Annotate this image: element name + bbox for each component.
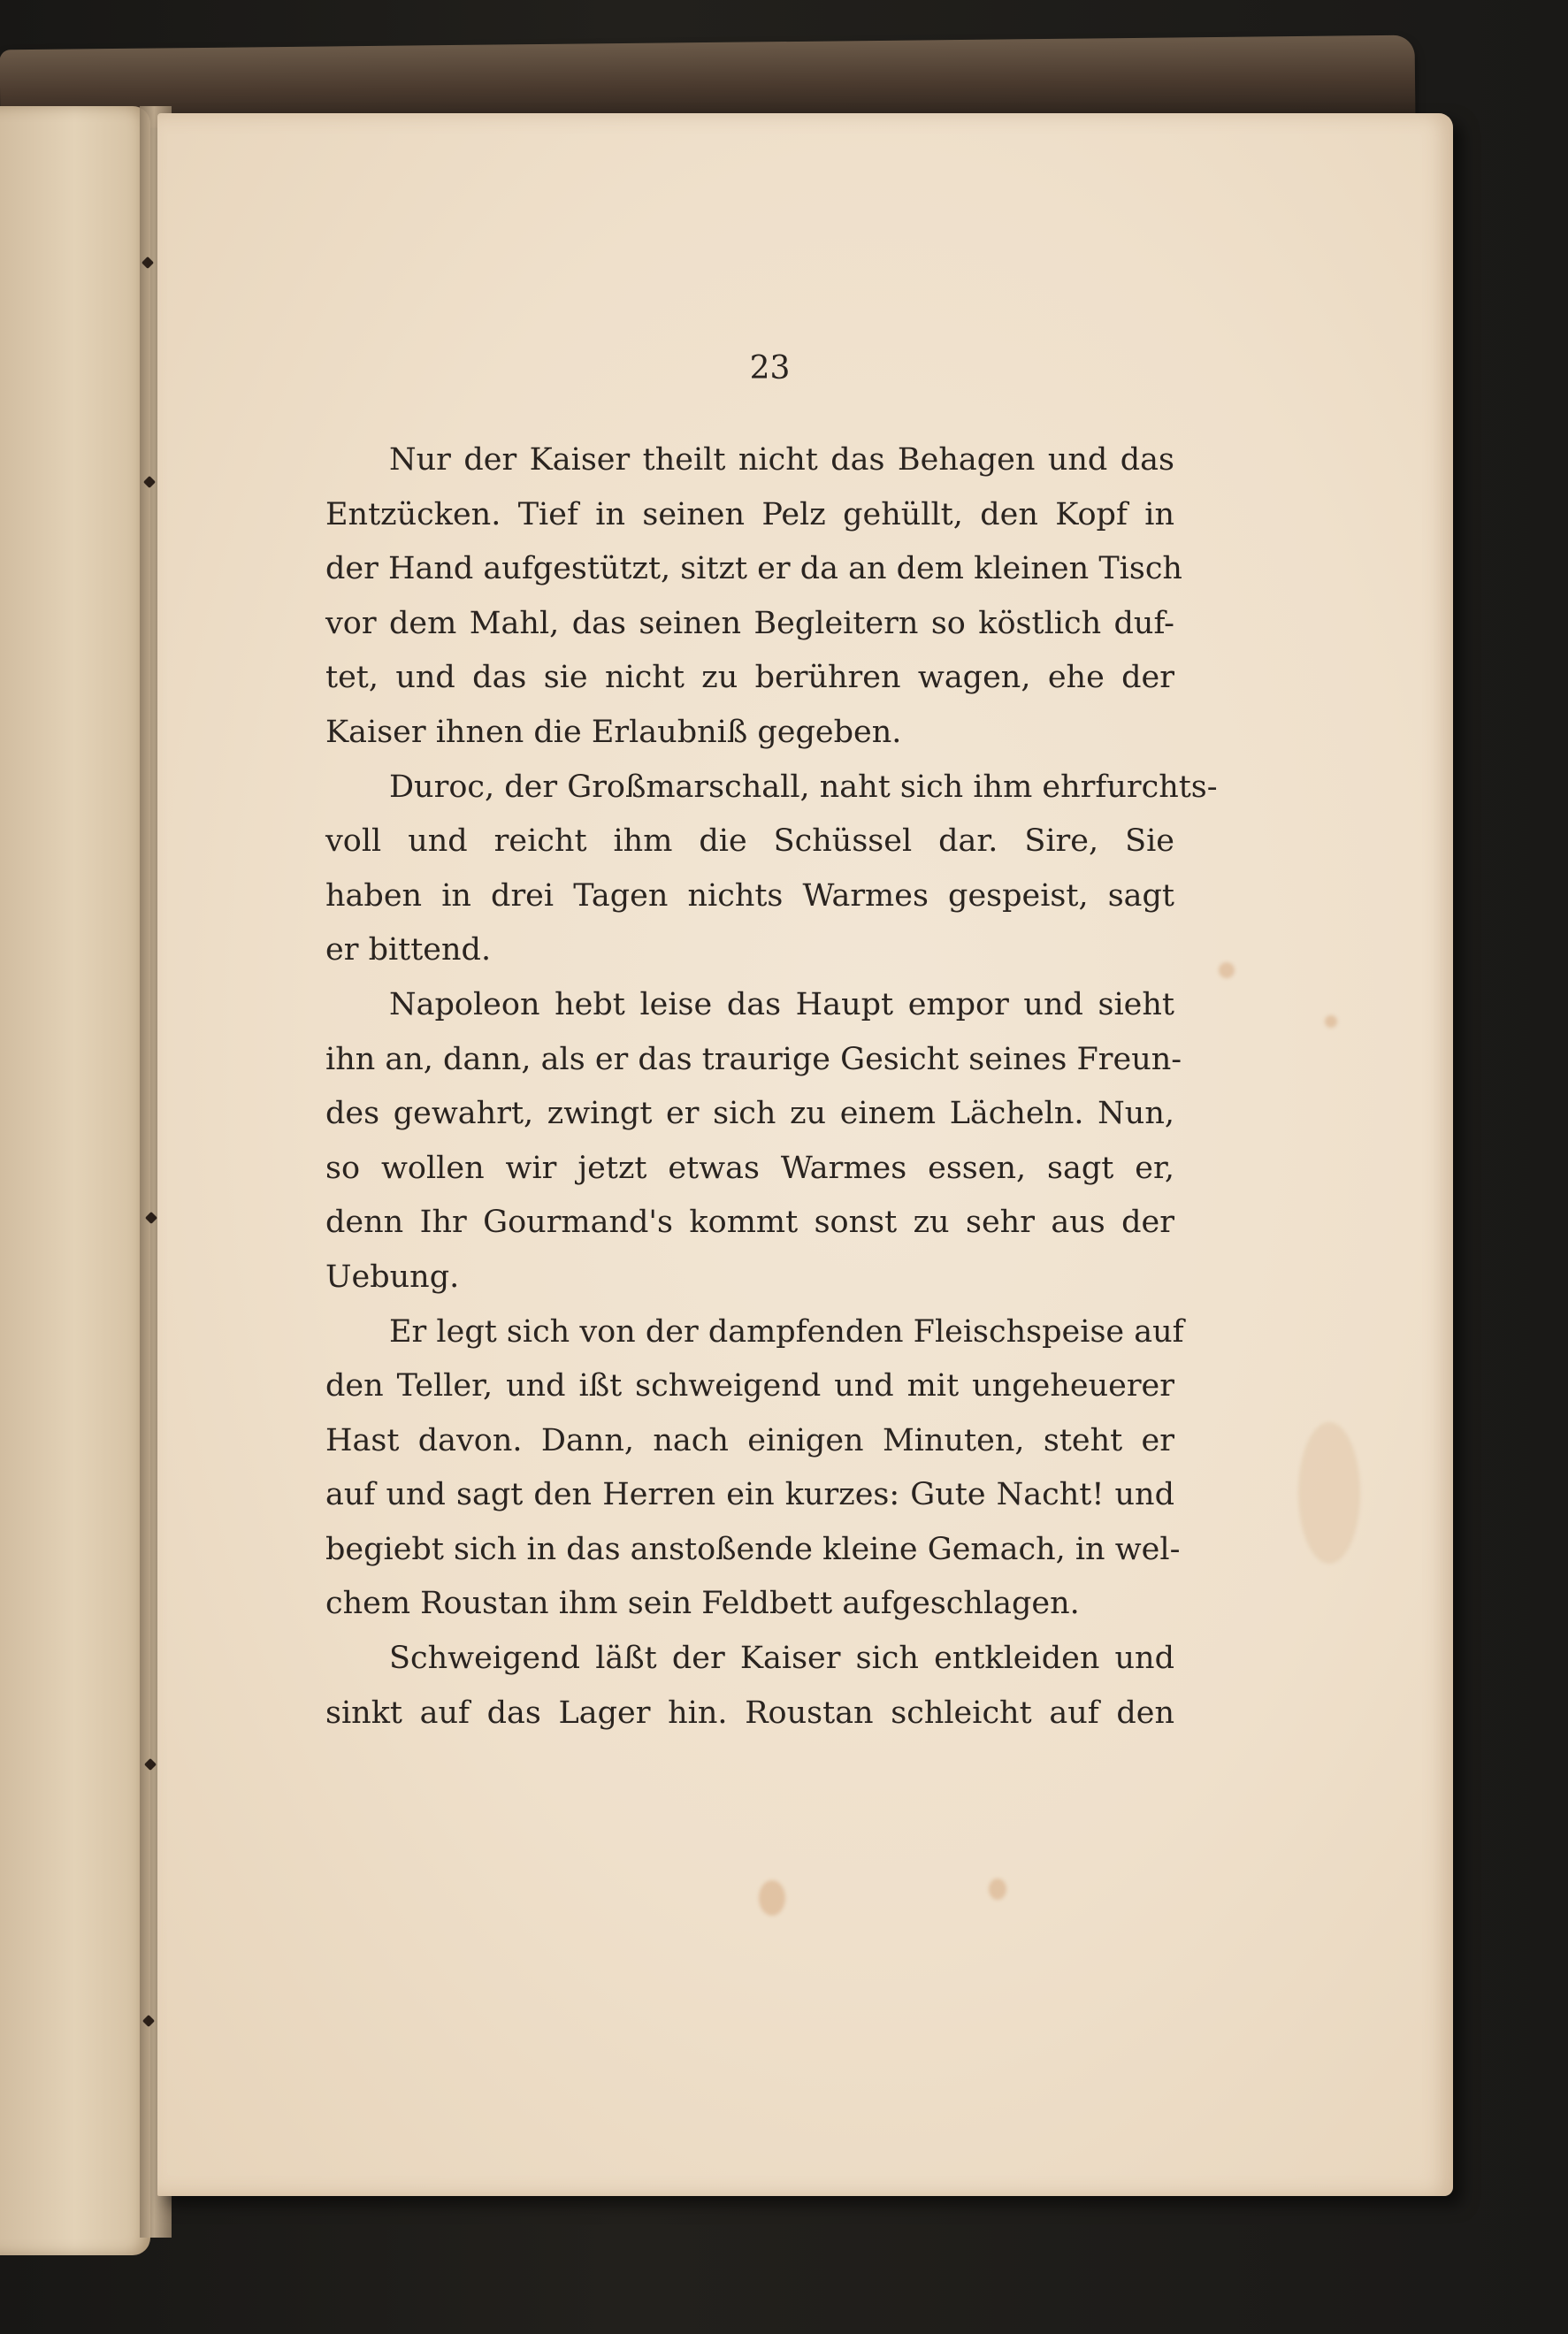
left-page-edge: [0, 106, 150, 2255]
text-line: der Hand aufgestützt, sitzt er da an dem kleinen Tisch: [325, 551, 1182, 587]
text-line: haben in drei Tagen nichts Warmes gespeist, sagt: [325, 877, 1174, 914]
text-line: Er legt sich von der dampfenden Fleischspeise auf: [389, 1313, 1184, 1350]
book-page: [157, 113, 1453, 2196]
text-line: so wollen wir jetzt etwas Warmes essen, sagt er,: [325, 1150, 1174, 1186]
paragraph: [325, 761, 1218, 978]
paper-stain: [1219, 962, 1235, 978]
text-line: Schweigend läßt der Kaiser sich entkleiden und: [389, 1641, 1174, 1677]
text-line: Kaiser ihnen die Erlaubniß gegeben.: [325, 714, 902, 750]
text-line: begiebt sich in das anstoßende kleine Gemach, in wel-: [325, 1531, 1181, 1567]
page-number: 23: [749, 350, 791, 386]
text-line: den Teller, und ißt schweigend und mit ungeheuerer: [325, 1368, 1174, 1404]
paragraph: [325, 433, 1182, 761]
text-line: Uebung.: [325, 1259, 460, 1295]
paper-stain: [989, 1879, 1006, 1900]
paper-stain: [1298, 1422, 1360, 1564]
text-line: Hast davon. Dann, nach einigen Minuten, steht er: [325, 1422, 1174, 1458]
text-line: des gewahrt, zwingt er sich zu einem Lächeln. Nun,: [325, 1096, 1174, 1132]
text-line: vor dem Mahl, das seinen Begleitern so köstlich duf-: [325, 605, 1174, 641]
text-line: Duroc, der Großmarschall, naht sich ihm ehrfurchts-: [389, 769, 1218, 805]
text-line: tet, und das sie nicht zu berühren wagen, ehe der: [325, 660, 1174, 696]
paragraph: [325, 1632, 1174, 1741]
text-line: chem Roustan ihm sein Feldbett aufgeschlagen.: [325, 1586, 1080, 1622]
paper-stain: [1325, 1015, 1337, 1028]
text-line: er bittend.: [325, 932, 492, 968]
paragraph: [325, 1305, 1184, 1633]
paragraph: [325, 978, 1182, 1305]
body-text: [325, 433, 1218, 1741]
text-line: Entzücken. Tief in seinen Pelz gehüllt, den Kopf in: [325, 496, 1174, 532]
text-line: sinkt auf das Lager hin. Roustan schleicht auf den: [325, 1695, 1174, 1731]
text-line: Napoleon hebt leise das Haupt empor und sieht: [389, 986, 1174, 1022]
text-line: auf und sagt den Herren ein kurzes: Gute Nacht! und: [325, 1477, 1174, 1513]
paper-stain: [759, 1880, 785, 1916]
text-line: ihn an, dann, als er das traurige Gesicht seines Freun-: [325, 1041, 1182, 1077]
text-line: Nur der Kaiser theilt nicht das Behagen und das: [389, 442, 1174, 478]
text-line: denn Ihr Gourmand's kommt sonst zu sehr aus der: [325, 1205, 1174, 1241]
text-line: voll und reicht ihm die Schüssel dar. Sire, Sie: [325, 823, 1174, 860]
